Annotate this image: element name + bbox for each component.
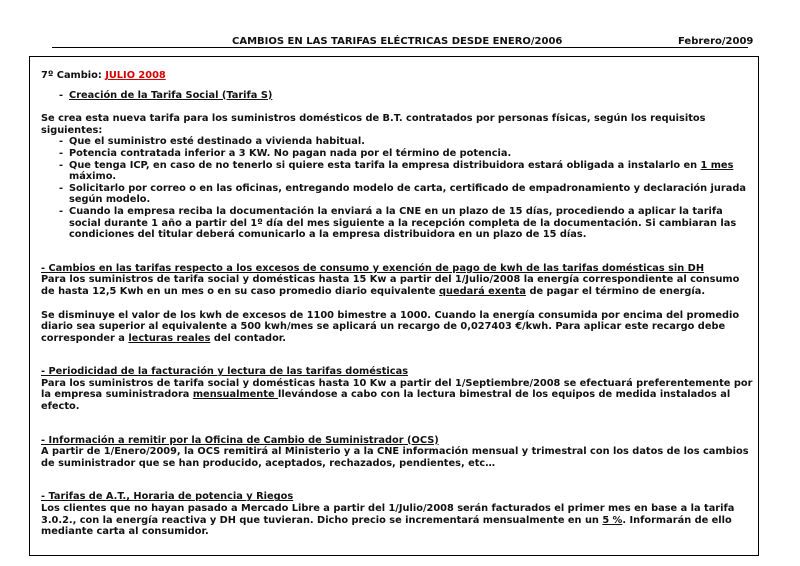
requirement-3-deadline: 1 mes	[700, 159, 734, 171]
document-body	[41, 70, 756, 538]
billing-paragraph	[41, 378, 756, 413]
billing-heading: - Periodicidad de la facturación y lectura de las tarifas domésticas	[41, 366, 409, 378]
excess-paragraph-2	[41, 310, 756, 345]
requirement-1	[41, 136, 756, 148]
billing-text: Para los suministros de tarifa social y domésticas hasta 10 Kw a partir del 1/Septiembre/2008 se efectuará preferentemente por la empresa suministradora	[41, 377, 753, 401]
requirement-3-text: Que tenga ICP, en caso de no tenerlo si quiere esta tarifa la empresa distribuidora estará obligada a instalarlo en	[69, 159, 701, 171]
header-divider	[52, 47, 748, 48]
social-intro: Se crea esta nueva tarifa para los suministros domésticos de B.T. contratados por personas físicas, según los requisitos siguientes:	[41, 113, 706, 136]
social-heading-item	[41, 90, 756, 102]
requirement-2	[41, 148, 756, 160]
excess-p2-tail: del contador.	[210, 332, 286, 344]
requirement-2-text: - Potencia contratada inferior a 3 KW. No pagan nada por el término de potencia.	[69, 147, 512, 159]
ocs-heading: - Información a remitir por la Oficina de Cambio de Suministrador (OCS)	[41, 434, 439, 446]
at-heading: - Tarifas de A.T., Horaria de potencia y Riegos	[41, 491, 294, 503]
header-date: Febrero/2009	[678, 36, 754, 47]
requirement-3-tail: máximo.	[69, 171, 117, 183]
excess-heading: - Cambios en las tarifas respecto a los excesos de consumo y exención de pago de kwh de las tarifas domésticas sin DH	[41, 262, 705, 274]
excess-paragraph-1	[41, 274, 756, 297]
excess-p1-text: Para los suministros de tarifa social y domésticas hasta 15 Kw a partir del 1/Julio/2008 la energía correspondiente al consumo de hasta 12,5 Kwh en un mes o en su caso promedio diario equivalente	[41, 274, 740, 297]
excess-p2-text: Se disminuye el valor de los kwh de excesos de 1100 bimestre a 1000. Cuando la energía consumida por encima del promedio diario sea superior al equivalente a 500 kwh/mes se aplicará un recargo de 0,027403 €/kwh. Para aplicar este recargo debe corresponder a	[41, 309, 740, 344]
social-heading: - Creación de la Tarifa Social (Tarifa S)	[69, 89, 273, 101]
at-tail: . Informarán de ello mediante carta al consumidor.	[41, 514, 732, 538]
requirement-3	[41, 160, 756, 183]
page-title: CAMBIOS EN LAS TARIFAS ELÉCTRICAS DESDE ENERO/2006	[232, 36, 563, 47]
excess-p1-exempt: quedará exenta	[439, 285, 527, 297]
ocs-paragraph: A partir de 1/Enero/2009, la OCS remitirá al Ministerio y a la CNE información mensual y trimestral con los datos de los cambios de suministrador que se han producido, aceptados, rechazados, pendientes, etc…	[41, 446, 749, 469]
excess-p2-readings: lecturas reales	[128, 332, 211, 344]
at-paragraph	[41, 503, 756, 538]
change-title	[41, 70, 756, 82]
billing-tail: llevándose a cabo con la lectura bimestral de los equipos de medida instalados al efecto.	[41, 389, 731, 413]
requirement-1-text: - Que el suministro esté destinado a vivienda habitual.	[69, 136, 365, 148]
excess-p1-tail: de pagar el término de energía.	[526, 285, 706, 297]
requirement-4	[41, 183, 756, 206]
change-label: 7º Cambio:	[41, 70, 106, 81]
at-percent: 5 %	[602, 514, 623, 526]
requirement-5	[41, 206, 756, 241]
at-text: Los clientes que no hayan pasado a Mercado Libre a partir del 1/Julio/2008 serán facturados el primer mes en base a la tarifa 3.0.2., con la energía reactiva y DH que tuvieran. Dicho precio se incrementará mensualmente en un	[41, 503, 735, 526]
requirement-5-text: - Cuando la empresa reciba la documentación la enviará a la CNE en un plazo de 15 días, procediendo a aplicar la tarifa social durante 1 año a partir del 1º día del mes siguiente a la recepción completa de la documentación. Si cambiaran las condiciones del titular deberá comunicarlo a la empresa distribuidora en un plazo de 15 días.	[69, 205, 737, 241]
billing-monthly: mensualmente	[192, 389, 279, 401]
change-date: JULIO 2008	[105, 70, 166, 81]
requirement-4-text: - Solicitarlo por correo o en las oficinas, entregando modelo de carta, certificado de empadronamiento y declaración jurada según modelo.	[69, 182, 746, 206]
